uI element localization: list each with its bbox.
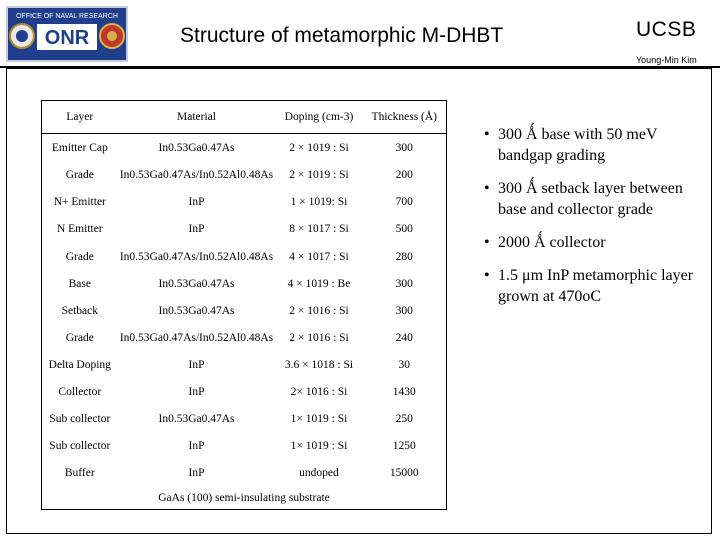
material-cell: In0.53Ga0.47As/In0.52Al0.48As	[119, 169, 274, 182]
bullet-dot-icon: •	[484, 234, 490, 251]
material-cell: InP	[188, 467, 205, 480]
table-row	[42, 243, 447, 270]
thickness-cell: 250	[395, 413, 413, 426]
layer-cell: Grade	[65, 169, 94, 182]
onr-logo	[6, 6, 128, 62]
material-cell: InP	[188, 223, 205, 236]
col-header-material: Material	[118, 101, 276, 134]
doping-cell: 2 × 1019 : Si	[289, 141, 349, 154]
substrate-label: GaAs (100) semi-insulating substrate	[158, 492, 330, 504]
thickness-cell: 700	[395, 196, 413, 209]
bullet-text: 300 Ǻ base with 50 meV bandgap grading	[498, 126, 658, 164]
bullet-text: 2000 Ǻ collector	[498, 234, 606, 251]
material-cell: In0.53Ga0.47As/In0.52Al0.48As	[119, 331, 274, 344]
layer-cell: Sub collector	[49, 413, 111, 426]
bullet-dot-icon: •	[484, 180, 490, 197]
thickness-cell: 30	[398, 358, 411, 371]
col-header-doping: Doping (cm-3)	[275, 101, 362, 134]
bullet-metamorphic	[484, 265, 712, 307]
doping-cell: 8 × 1017 : Si	[289, 223, 349, 236]
doping-cell: 3.6 × 1018 : Si	[284, 358, 354, 371]
material-cell: InP	[188, 196, 205, 209]
doping-cell: undoped	[299, 467, 339, 480]
bullet-dot-icon: •	[484, 267, 490, 284]
material-cell: In0.53Ga0.47As	[158, 304, 235, 317]
table-row	[42, 297, 447, 324]
material-cell: In0.53Ga0.47As	[158, 413, 235, 426]
doping-cell: 2 × 1019 : Si	[289, 169, 349, 182]
svg-text:OFFICE OF NAVAL RESEARCH: OFFICE OF NAVAL RESEARCH	[16, 13, 118, 20]
layer-cell: Collector	[58, 386, 102, 399]
material-cell: InP	[188, 386, 205, 399]
doping-cell: 2 × 1016 : Si	[289, 304, 349, 317]
layer-cell: Emitter Cap	[51, 141, 108, 154]
table-row	[42, 134, 447, 162]
slide-title: Structure of metamorphic M-DHBT	[180, 24, 504, 47]
doping-cell: 4 × 1017 : Si	[289, 250, 349, 263]
table-row	[42, 324, 447, 351]
thickness-cell: 1430	[392, 386, 416, 399]
col-header-layer: Layer	[42, 101, 118, 134]
doping-cell: 1× 1019 : Si	[290, 413, 348, 426]
table-row	[42, 216, 447, 243]
key-features-list	[484, 124, 712, 319]
substrate-row	[42, 487, 447, 510]
thickness-cell: 1250	[392, 440, 416, 453]
table-row	[42, 460, 447, 487]
table-row	[42, 189, 447, 216]
bullet-text: 1.5 μm InP metamorphic layer grown at 470oC	[498, 267, 694, 305]
layer-cell: Delta Doping	[48, 358, 111, 371]
thickness-cell: 200	[395, 169, 413, 182]
thickness-cell: 300	[395, 141, 413, 154]
layer-structure-table	[41, 100, 447, 510]
col-header-thickness: Thickness (Å)	[363, 101, 447, 134]
table-row	[42, 270, 447, 297]
doping-cell: 2× 1016 : Si	[290, 386, 348, 399]
ucsb-label: UCSB	[636, 18, 697, 41]
bullet-base	[484, 124, 712, 166]
thickness-cell: 300	[395, 277, 413, 290]
table-row	[42, 162, 447, 189]
table-row	[42, 433, 447, 460]
layer-cell: Grade	[65, 250, 94, 263]
table-row	[42, 378, 447, 405]
doping-cell: 2 × 1016 : Si	[289, 331, 349, 344]
layer-cell: Grade	[65, 331, 94, 344]
material-cell: InP	[188, 358, 205, 371]
material-cell: In0.53Ga0.47As/In0.52Al0.48As	[119, 250, 274, 263]
bullet-dot-icon: •	[484, 126, 490, 143]
material-cell: In0.53Ga0.47As	[158, 277, 235, 290]
bullet-text: 300 Ǻ setback layer between base and collector grade	[498, 180, 683, 218]
layer-cell: N+ Emitter	[53, 196, 106, 209]
table-row	[42, 406, 447, 433]
layer-cell: Setback	[61, 304, 98, 317]
layer-cell: N Emitter	[56, 223, 103, 236]
table-header-row	[42, 101, 447, 134]
author-name: Young-Min Kim	[636, 55, 697, 65]
doping-cell: 4 × 1019 : Be	[287, 277, 351, 290]
layer-cell: Base	[68, 277, 91, 290]
svg-text:ONR: ONR	[44, 27, 90, 49]
thickness-cell: 15000	[389, 467, 419, 480]
layer-cell: Buffer	[64, 467, 95, 480]
table-row	[42, 351, 447, 378]
thickness-cell: 240	[395, 331, 413, 344]
thickness-cell: 300	[395, 304, 413, 317]
layer-cell: Sub collector	[49, 440, 111, 453]
bullet-collector	[484, 232, 712, 253]
material-cell: In0.53Ga0.47As	[158, 141, 235, 154]
thickness-cell: 500	[395, 223, 413, 236]
doping-cell: 1 × 1019: Si	[290, 196, 348, 209]
doping-cell: 1× 1019 : Si	[290, 440, 348, 453]
bullet-setback	[484, 178, 712, 220]
thickness-cell: 280	[395, 250, 413, 263]
material-cell: InP	[188, 440, 205, 453]
